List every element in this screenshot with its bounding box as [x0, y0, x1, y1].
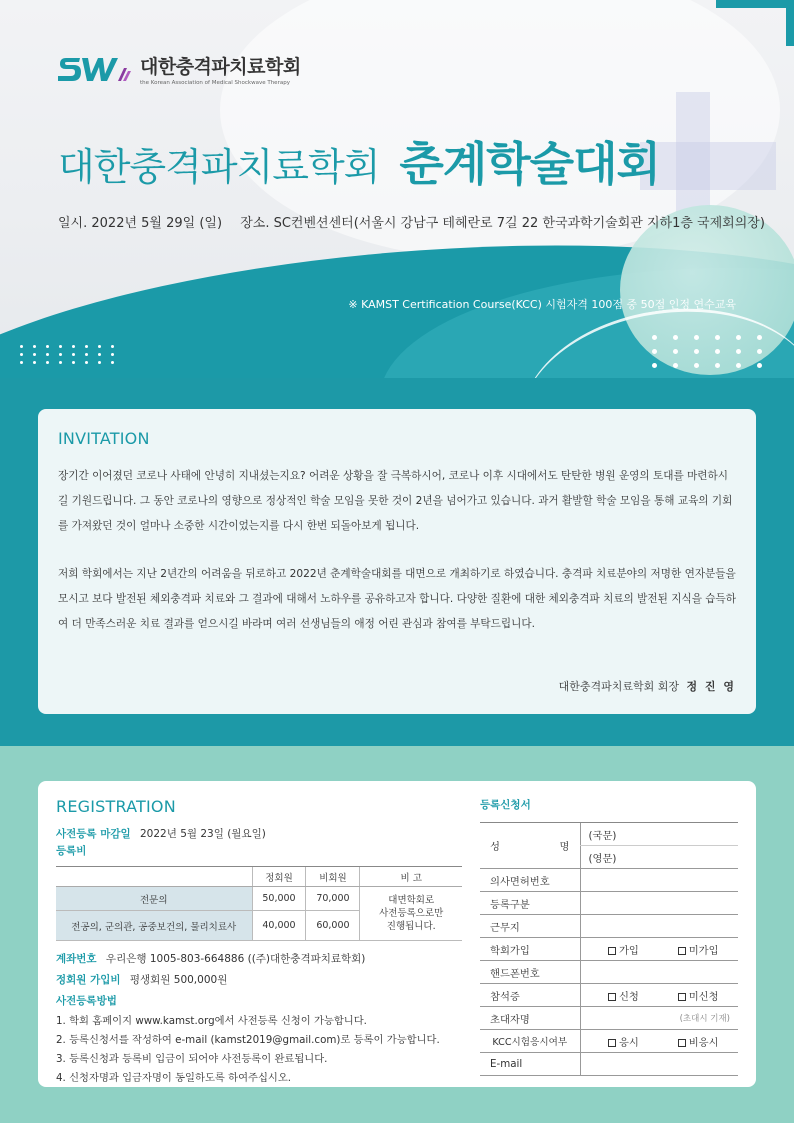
header-banner	[0, 0, 794, 380]
option-label: 응시	[618, 1036, 639, 1049]
invitation-body	[58, 464, 736, 637]
event-date: 일시. 2022년 5월 29일 (일)	[58, 216, 223, 231]
form-table	[480, 822, 738, 1076]
checkbox-icon	[678, 1039, 686, 1047]
registration-info	[56, 797, 466, 1088]
inviter-field[interactable]: (초대시 기재)	[580, 1007, 738, 1030]
list-item: 2. 등록신청서를 작성하여 e-mail (kamst2019@gmail.com)로 등록이 가능합니다.	[56, 1034, 440, 1046]
signature-name: 정 진 영	[686, 680, 736, 693]
membership-label: 정회원 가입비	[56, 974, 121, 986]
license-field[interactable]	[580, 869, 738, 892]
email-field[interactable]	[580, 1053, 738, 1076]
attend-yes-checkbox[interactable]	[608, 988, 639, 1003]
kcc-label: KCC시험응시여부	[480, 1030, 580, 1053]
option-label: 신청	[618, 990, 639, 1003]
sw-logo-icon	[58, 54, 132, 84]
option-label: 비응시	[688, 1036, 719, 1049]
checkbox-icon	[678, 993, 686, 1001]
category-label: 등록구분	[480, 892, 580, 915]
fee-header-blank	[56, 867, 252, 887]
fee-member: 40,000	[252, 911, 306, 941]
phone-label: 핸드폰번호	[480, 961, 580, 984]
title-society: 대한충격파치료학회	[58, 145, 380, 189]
license-label: 의사면허번호	[480, 869, 580, 892]
invitation-title: INVITATION	[58, 429, 150, 448]
fee-header-member: 정회원	[252, 867, 306, 887]
checkbox-icon	[608, 1039, 616, 1047]
method-list	[56, 1012, 466, 1088]
dot-pattern	[20, 345, 119, 364]
list-item: 1. 학회 홈페이지 www.kamst.org에서 사전등록 신청이 가능합니다.	[56, 1015, 367, 1027]
fee-note	[360, 887, 462, 941]
account-label: 계좌번호	[56, 953, 97, 965]
fee-note-line: 사전등록으로만	[379, 908, 444, 919]
membership-options	[580, 938, 738, 961]
attend-label: 참석증	[480, 984, 580, 1007]
list-item: 4. 신청자명과 입금자명이 동일하도록 하여주십시오.	[56, 1072, 292, 1084]
membership-yes-checkbox[interactable]	[608, 942, 639, 957]
dot-pattern	[652, 335, 769, 368]
workplace-field[interactable]	[580, 915, 738, 938]
kcc-options	[580, 1030, 738, 1053]
fee-category: 전문의	[56, 887, 252, 911]
registration-card	[38, 781, 756, 1087]
name-korean-field[interactable]: (국문)	[580, 823, 738, 846]
decorative-cross	[640, 142, 776, 190]
fee-header-note: 비 고	[360, 867, 462, 887]
invitation-signature	[559, 678, 736, 694]
page-title	[58, 128, 660, 194]
account-line	[56, 951, 466, 966]
membership-value: 평생회원 500,000원	[129, 974, 228, 986]
fee-note-line: 진행됩니다.	[386, 921, 436, 932]
kcc-no-checkbox[interactable]	[678, 1034, 719, 1049]
deadline-line	[56, 826, 466, 841]
option-label: 미신청	[688, 990, 719, 1003]
invitation-paragraph: 장기간 이어졌던 코로나 사태에 안녕히 지내셨는지요? 어려운 상황을 잘 극복하시어, 코로나 이후 시대에서도 탄탄한 병원 운영의 토대를 마련하시길 기원드립니다. 그 동안 코로나의 영향으로 정상적인 학술 모임을 못한 것이 2년을 넘어가고 있습니다. 과거 활발할 학술 모임을 통해 교육의 기회를 가져왔던 것이 얼마나 소중한 시간이었는지를 다시 한번 되돌아보게 됩니다.	[58, 470, 733, 532]
event-venue: 장소. SC컨벤션센터(서울시 강남구 테헤란로 7길 22 한국과학기술회관 지하1층 국제회의장)	[240, 216, 765, 231]
title-event: 춘계학술대회	[399, 137, 660, 191]
checkbox-icon	[608, 993, 616, 1001]
society-logo	[58, 52, 301, 86]
invitation-paragraph: 저희 학회에서는 지난 2년간의 어려움을 뒤로하고 2022년 춘계학술대회를 대면으로 개최하기로 하였습니다. 충격파 치료분야의 저명한 연자분들을 모시고 보다 발전된 체외충격파 치료와 그 결과에 대해서 노하우를 공유하고자 합니다. 다양한 질환에 대한 체외충격파 치료의 발전된 지식을 습득하여 더 만족스러운 치료 결과를 얻으시길 바라며 여러 선생님들의 애정 어린 관심과 참여를 부탁드립니다.	[58, 568, 736, 630]
fee-nonmember: 60,000	[306, 911, 360, 941]
registration-title: REGISTRATION	[56, 797, 176, 816]
checkbox-icon	[678, 947, 686, 955]
kcc-yes-checkbox[interactable]	[608, 1034, 639, 1049]
phone-field[interactable]	[580, 961, 738, 984]
fee-note-line: 대면학회로	[388, 895, 435, 906]
deadline-label: 사전등록 마감일	[56, 828, 131, 840]
fee-table	[56, 866, 462, 941]
account-value: 우리은행 1005-803-664886 ((주)대한충격파치료학회)	[105, 953, 366, 965]
fee-label: 등록비	[56, 845, 87, 857]
logo-korean-name: 대한충격파치료학회	[140, 56, 301, 78]
membership-form-label: 학회가입	[480, 938, 580, 961]
logo-english-name: the Korean Association of Medical Shockwave Therapy	[140, 80, 290, 86]
name-label: 성 명	[480, 823, 580, 869]
method-line	[56, 993, 466, 1008]
form-title: 등록신청서	[480, 799, 531, 811]
event-info	[58, 212, 765, 231]
inviter-label: 초대자명	[480, 1007, 580, 1030]
fee-line	[56, 843, 466, 858]
checkbox-icon	[608, 947, 616, 955]
attend-options	[580, 984, 738, 1007]
membership-line	[56, 972, 466, 987]
workplace-label: 근무지	[480, 915, 580, 938]
email-label: E-mail	[480, 1053, 580, 1076]
option-label: 미가입	[688, 944, 719, 957]
option-label: 가입	[618, 944, 639, 957]
membership-no-checkbox[interactable]	[678, 942, 719, 957]
fee-member: 50,000	[252, 887, 306, 911]
corner-accent	[786, 0, 794, 46]
table-row	[56, 887, 462, 911]
deadline-value: 2022년 5월 23일 (월요일)	[140, 828, 266, 840]
fee-category: 전공의, 군의관, 공중보건의, 물리치료사	[56, 911, 252, 941]
invitation-card	[38, 409, 756, 714]
category-field[interactable]	[580, 892, 738, 915]
fee-header-nonmember: 비회원	[306, 867, 360, 887]
registration-form	[480, 797, 738, 1076]
certification-note: ※ KAMST Certification Course(KCC) 시험자격 100점 중 50점 인정 연수교육	[348, 298, 736, 311]
signature-role: 대한충격파치료학회 회장	[558, 680, 679, 693]
name-english-field[interactable]: (영문)	[580, 846, 738, 869]
method-label: 사전등록방법	[56, 995, 117, 1007]
attend-no-checkbox[interactable]	[678, 988, 719, 1003]
fee-nonmember: 70,000	[306, 887, 360, 911]
list-item: 3. 등록신청과 등록비 입금이 되어야 사전등록이 완료됩니다.	[56, 1053, 328, 1065]
corner-accent	[716, 0, 794, 8]
